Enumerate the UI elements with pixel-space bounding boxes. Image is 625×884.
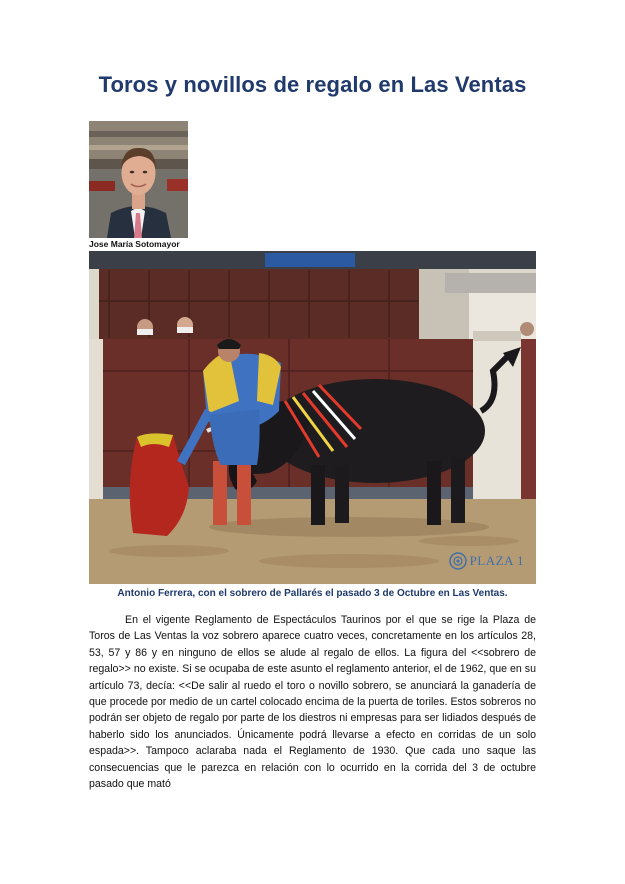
bullfight-scene-image (89, 251, 536, 584)
plaza-logo-icon (449, 552, 467, 570)
author-name: Jose María Sotomayor (89, 239, 180, 249)
author-photo (89, 121, 188, 238)
article-title: Toros y novillos de regalo en Las Ventas (98, 72, 527, 97)
author-portrait-image (89, 121, 188, 238)
photo-watermark (449, 552, 524, 570)
bullfight-photo (89, 251, 536, 584)
article-body (89, 612, 536, 792)
plaza-logo-text: PLAZA 1 (469, 553, 524, 568)
photo-caption: Antonio Ferrera, con el sobrero de Pallarés el pasado 3 de Octubre en Las Ventas. (117, 588, 508, 599)
article-paragraph: En el vigente Reglamento de Espectáculos Taurinos por el que se rige la Plaza de Toros de Las Ventas la voz sobrero aparece cuatro veces, concretamente en los artículos 28, 53, 57 y 86 y en ninguno de ellos se alude al regalo de ellos. La figura del <<sobrero de regalo>> no existe. Si se ocupaba de este asunto el reglamento anterior, el de 1962, que en su artículo 73, decía: <<De salir al ruedo el toro o novillo sobrero, se anunciará la ganadería de que procede por medio de un cartel colocado encima de la puerta de toriles. Estos sobreros no podrán ser objeto de regalo por parte de los diestros ni empresas para ser lidiados después de haberlo sido los anunciados. Únicamente podrá llevarse a efecto en corridas de un solo espada>>. Tampoco aclaraba nada el Reglamento de 1930. Que cada uno saque las consecuencias que le parezca en relación con lo ocurrido en la corrida del 3 de octubre pasado que mató (89, 614, 536, 791)
